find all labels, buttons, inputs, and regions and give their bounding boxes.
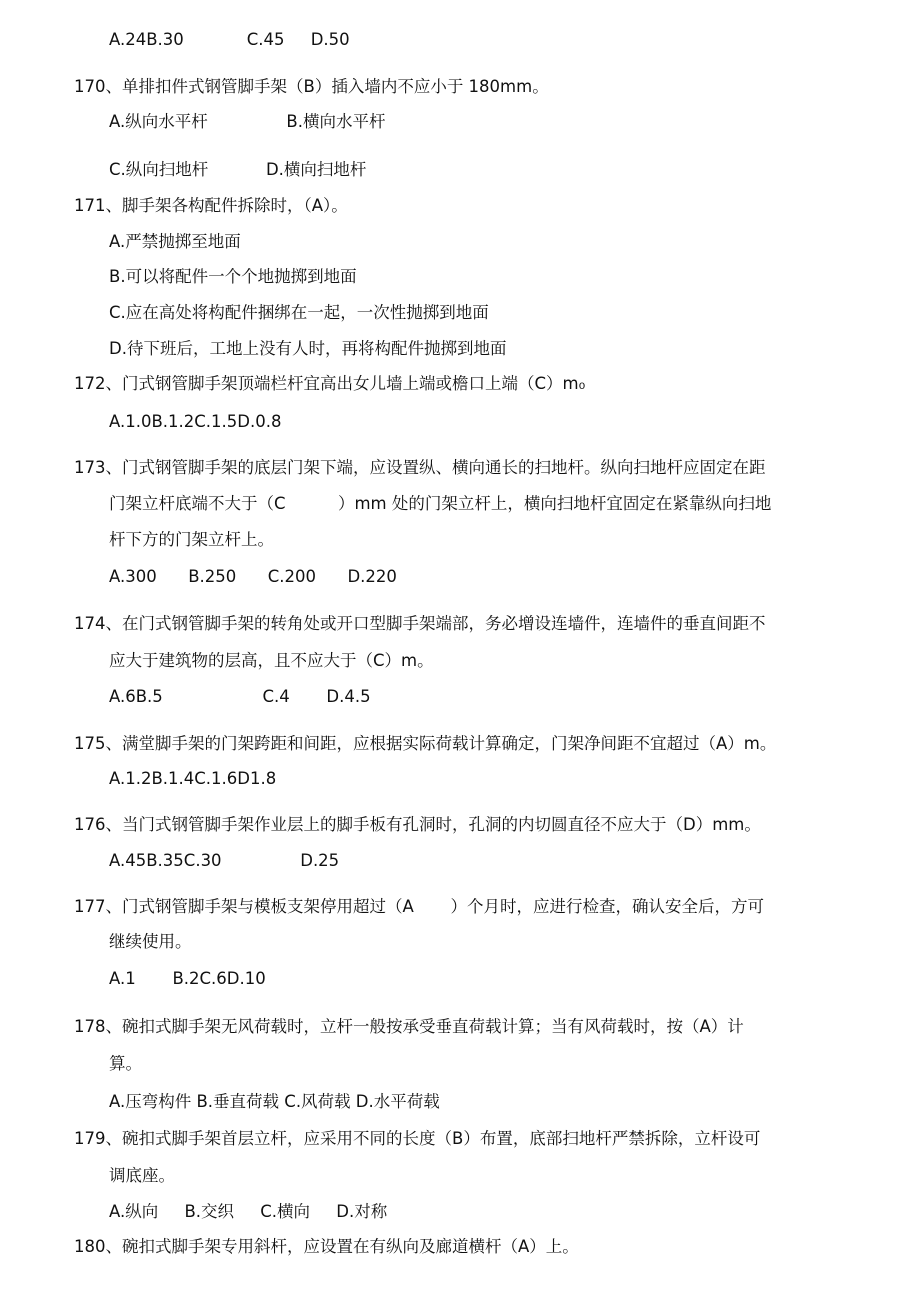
q178-stem-1: 178、碗扣式脚手架无风荷载时，立杆一般按承受垂直荷载计算；当有风荷载时，按（A）计 bbox=[74, 1017, 744, 1036]
q171-option-d: D.待下班后，工地上没有人时，再将构配件抛掷到地面 bbox=[109, 339, 507, 358]
q173-options: A.300 B.250 C.200 D.220 bbox=[109, 567, 397, 586]
q177-stem-2: 继续使用。 bbox=[109, 932, 192, 951]
q180-stem: 180、碗扣式脚手架专用斜杆，应设置在有纵向及廊道横杆（A）上。 bbox=[74, 1237, 579, 1256]
q175-stem: 175、满堂脚手架的门架跨距和间距，应根据实际荷载计算确定，门架净间距不宜超过（A）m。 bbox=[74, 734, 777, 753]
q173-stem-1: 173、门式钢管脚手架的底层门架下端，应设置纵、横向通长的扫地杆。纵向扫地杆应固定在距 bbox=[74, 458, 766, 477]
q178-options: A.压弯构件 B.垂直荷载 C.风荷载 D.水平荷载 bbox=[109, 1092, 440, 1111]
q170-stem: 170、单排扣件式钢管脚手架（B）插入墙内不应小于 180mm。 bbox=[74, 77, 549, 96]
q178-stem-2: 算。 bbox=[109, 1054, 142, 1073]
q171-option-b: B.可以将配件一个个地抛掷到地面 bbox=[109, 267, 357, 286]
q173-stem-2: 门架立杆底端不大于（C ）mm 处的门架立杆上，横向扫地杆宜固定在紧靠纵向扫地 bbox=[109, 494, 772, 513]
q174-stem-2: 应大于建筑物的层高，且不应大于（C）m。 bbox=[109, 651, 434, 670]
q172-options: A.1.0B.1.2C.1.5D.0.8 bbox=[109, 412, 282, 431]
q171-option-a: A.严禁抛掷至地面 bbox=[109, 232, 241, 251]
q170-options-2: C.纵向扫地杆 D.横向扫地杆 bbox=[109, 160, 367, 179]
q169-options: A.24B.30 C.45 D.50 bbox=[109, 30, 350, 49]
q173-stem-3: 杆下方的门架立杆上。 bbox=[109, 530, 274, 549]
q174-options: A.6B.5 C.4 D.4.5 bbox=[109, 687, 371, 706]
q171-stem: 171、脚手架各构配件拆除时，（A）。 bbox=[74, 196, 348, 215]
q170-options-1: A.纵向水平杆 B.横向水平杆 bbox=[109, 112, 386, 131]
q175-options: A.1.2B.1.4C.1.6D1.8 bbox=[109, 769, 277, 788]
q177-stem-1: 177、门式钢管脚手架与模板支架停用超过（A ）个月时，应进行检查，确认安全后，方可 bbox=[74, 897, 764, 916]
q179-options: A.纵向 B.交织 C.横向 D.对称 bbox=[109, 1202, 388, 1221]
q174-stem-1: 174、在门式钢管脚手架的转角处或开口型脚手架端部，务必增设连墙件，连墙件的垂直间距不 bbox=[74, 614, 766, 633]
q171-option-c: C.应在高处将构配件捆绑在一起，一次性抛掷到地面 bbox=[109, 303, 489, 322]
q179-stem-1: 179、碗扣式脚手架首层立杆，应采用不同的长度（B）布置，底部扫地杆严禁拆除，立杆设可 bbox=[74, 1129, 761, 1148]
q172-stem: 172、门式钢管脚手架顶端栏杆宜高出女儿墙上端或檐口上端（C）m₀ bbox=[74, 374, 586, 393]
q177-options: A.1 B.2C.6D.10 bbox=[109, 969, 266, 988]
q176-stem: 176、当门式钢管脚手架作业层上的脚手板有孔洞时，孔洞的内切圆直径不应大于（D）mm。 bbox=[74, 815, 761, 834]
q176-options: A.45B.35C.30 D.25 bbox=[109, 851, 340, 870]
q179-stem-2: 调底座。 bbox=[109, 1166, 175, 1185]
